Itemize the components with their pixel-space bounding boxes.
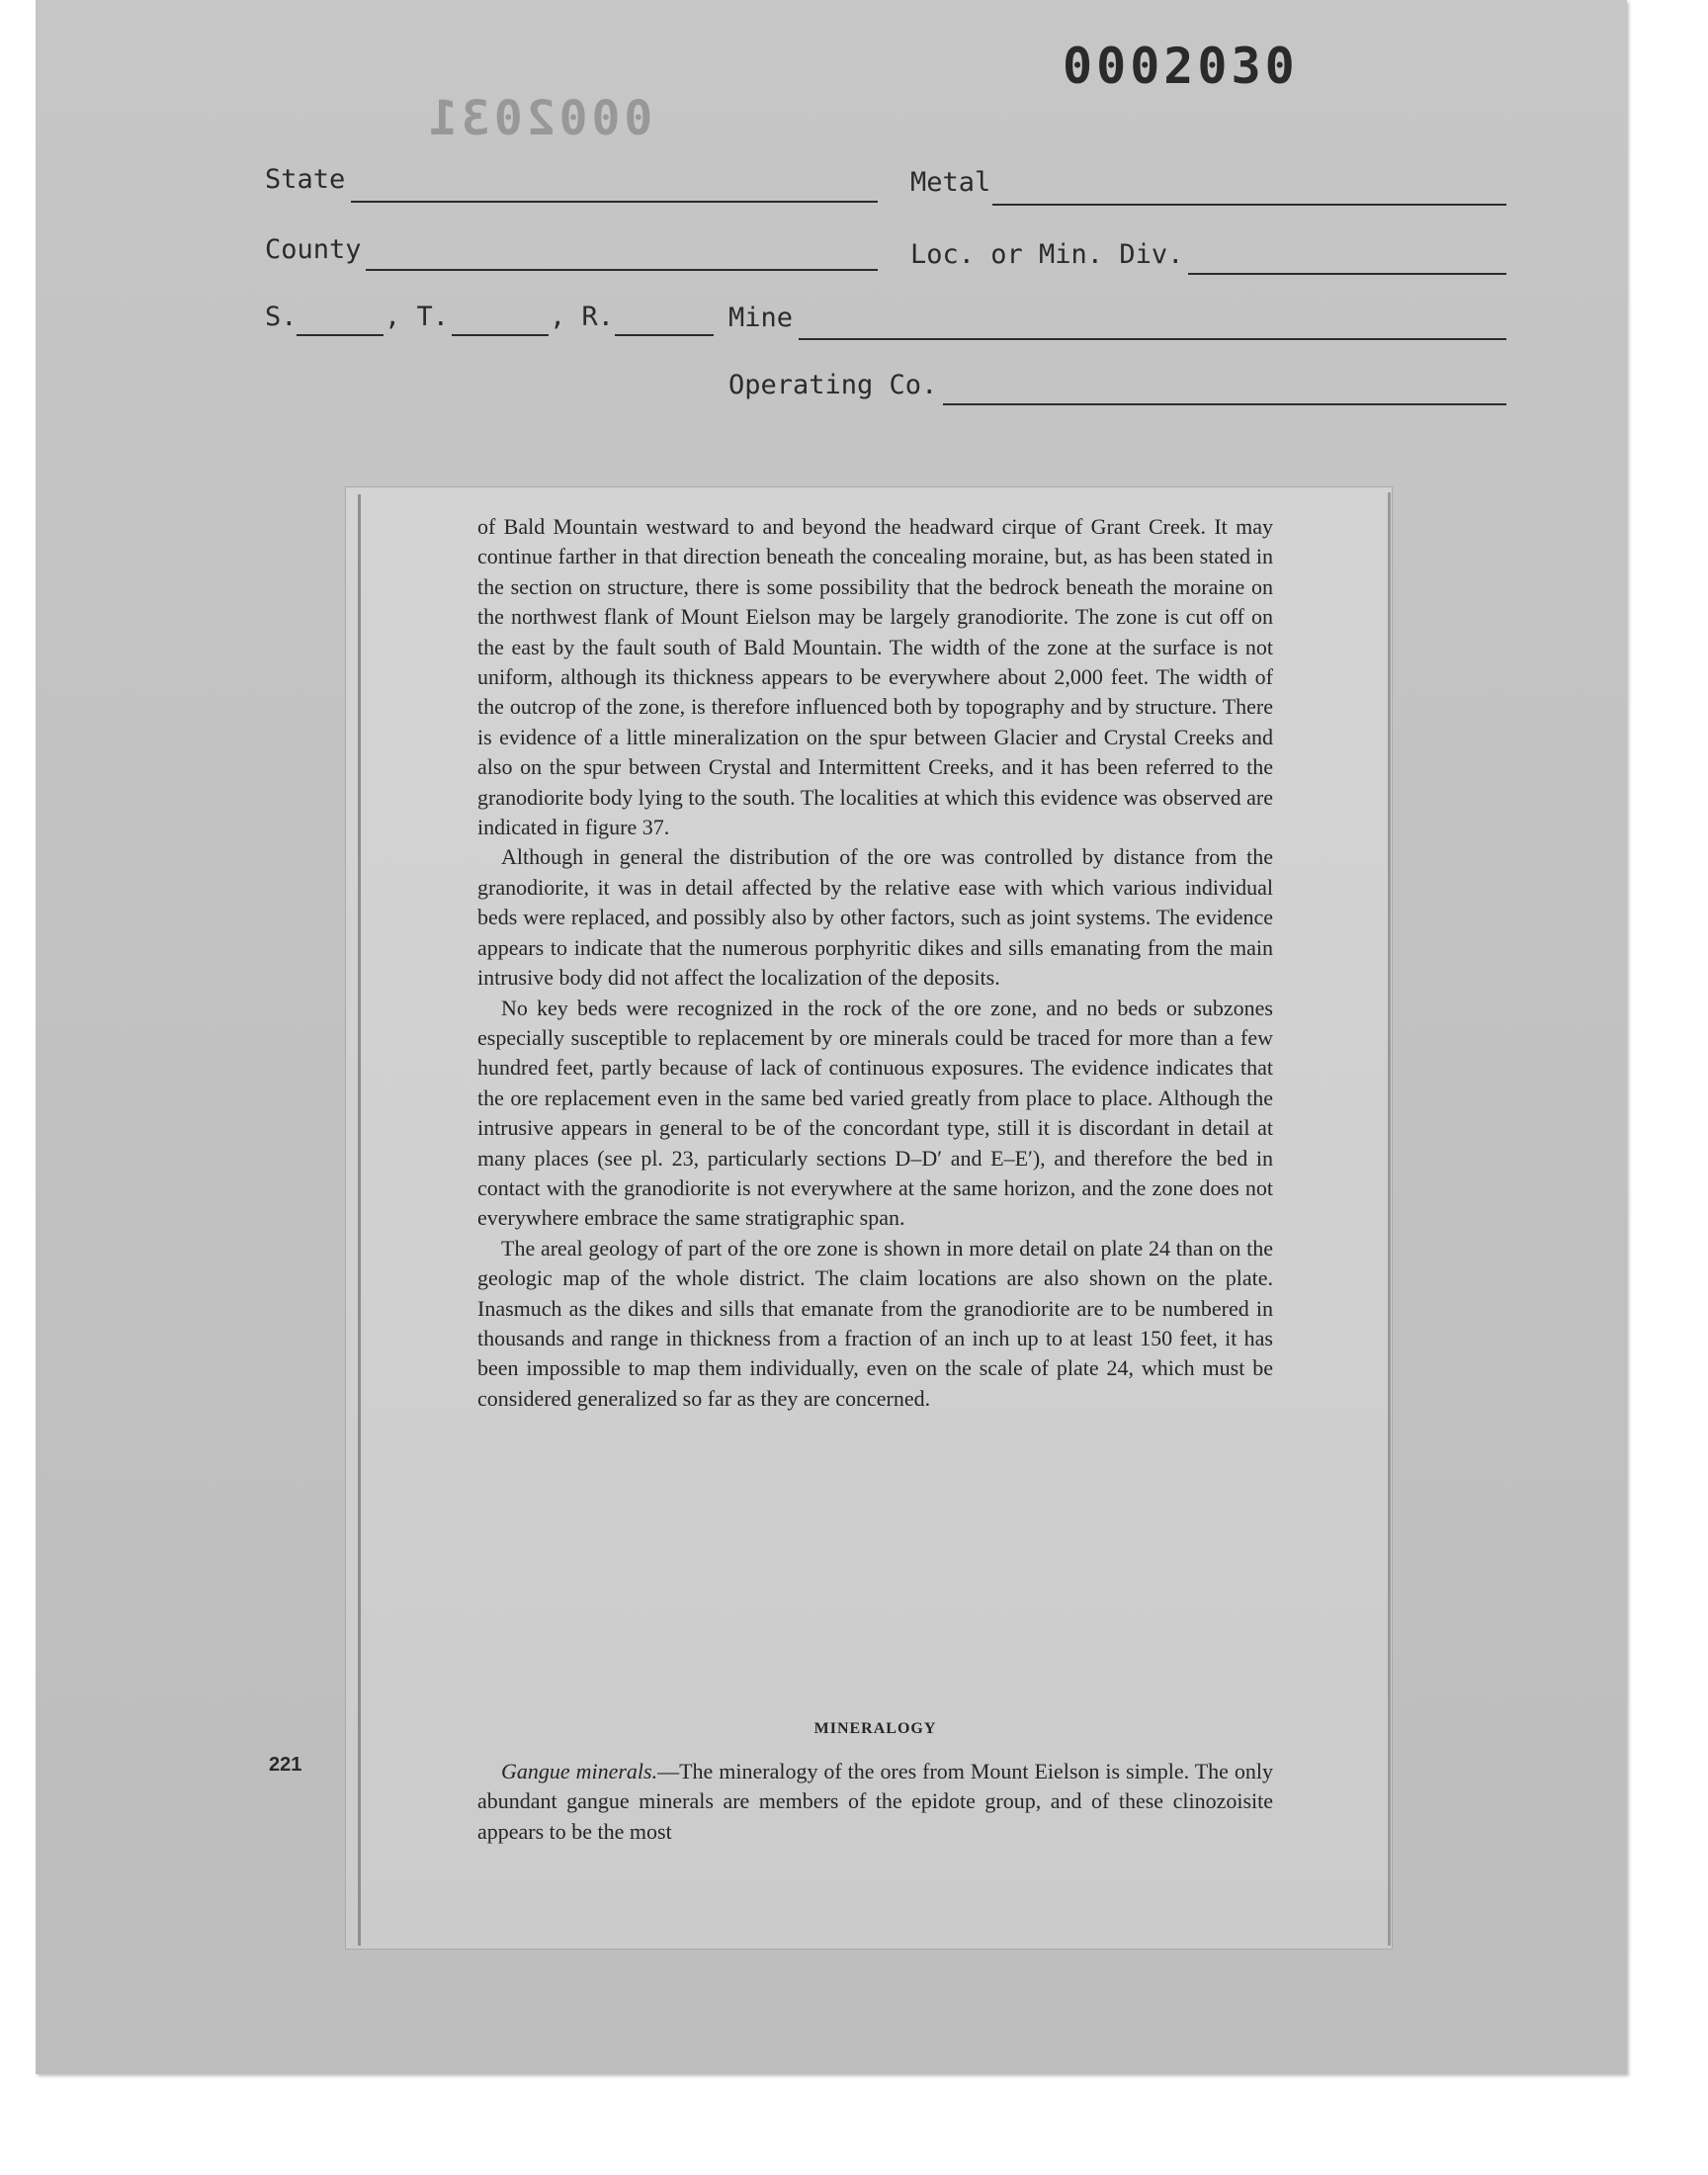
section-label: S.: [265, 302, 298, 332]
page-right-edge: [1388, 492, 1391, 1946]
section-heading: MINERALOGY: [813, 1720, 937, 1737]
section-field[interactable]: [297, 334, 384, 336]
loc-label: Loc. or Min. Div.: [910, 239, 1184, 270]
range-label: , R.: [550, 302, 615, 332]
operating-co-label: Operating Co.: [728, 370, 938, 400]
state-field[interactable]: [351, 201, 878, 203]
metal-field[interactable]: [992, 204, 1506, 206]
mine-label: Mine: [728, 303, 794, 333]
township-field[interactable]: [452, 334, 549, 336]
paragraph: No key beds were recognized in the rock of the ore zone, and no beds or subzones especially susceptible to replacement by ore minerals could be traced for more than a few hundred feet, partly because of lack of continuous exposures. The evidence indicates that the ore replacement even in the same bed varied greatly from place to place. Although the intrusive appears in general to be of the concordant type, still it is discordant in detail at many places (see pl. 23, particularly sections D–D′ and E–E′), and therefore the bed in contact with the granodiorite is not everywhere at the same horizon, and the zone does not everywhere embrace the same stratigraphic span.: [477, 995, 1273, 1231]
page-body-text: [477, 512, 1273, 1414]
township-label: , T.: [384, 302, 450, 332]
mine-field[interactable]: [799, 338, 1506, 340]
mirrored-stamp-bleed: 0002031: [425, 91, 653, 146]
document-number-stamp: 0002030: [1063, 38, 1299, 95]
range-field[interactable]: [615, 334, 714, 336]
county-label: County: [265, 234, 362, 265]
metal-label: Metal: [910, 167, 991, 198]
operating-co-field[interactable]: [943, 403, 1506, 405]
page-binding-edge: [358, 494, 361, 1946]
paragraph: of Bald Mountain westward to and beyond the headward cirque of Grant Creek. It may continue farther in that direction beneath the concealing moraine, but, as has been stated in the section on structure, there is some possibility that the bedrock beneath the moraine on the northwest flank of Mount Eielson may be largely granodiorite. The zone is cut off on the east by the fault south of Bald Mountain. The width of the zone at the surface is not uniform, although its thickness appears to be everywhere about 2,000 feet. The width of the outcrop of the zone, is therefore influenced both by topography and by structure. There is evidence of a little mineralization on the spur between Glacier and Crystal Creeks and also on the spur between Crystal and Intermittent Creeks, and it has been referred to the granodiorite body lying to the south. The localities at which this evidence was observed are indicated in figure 37.: [477, 514, 1273, 840]
paragraph: Although in general the distribution of the ore was controlled by distance from the granodiorite, it was in detail affected by the relative ease with which various individual beds were replaced, and possibly also by other factors, such as joint systems. The evidence appears to indicate that the numerous porphyritic dikes and sills emanating from the main intrusive body did not affect the localization of the deposits.: [477, 844, 1273, 991]
page-number: 221: [269, 1754, 302, 1776]
state-label: State: [265, 164, 346, 195]
gangue-lead: Gangue minerals.: [501, 1759, 658, 1784]
loc-field[interactable]: [1188, 273, 1506, 275]
paragraph: The areal geology of part of the ore zone is shown in more detail on plate 24 than on the geologic map of the whole district. The claim locations are also shown on the plate. Inasmuch as the dikes and sills that emanate from the granodiorite are to be numbered in thousands and range in thickness from a fraction of an inch up to at least 150 feet, it has been impossible to map them individually, even on the scale of plate 24, which must be considered generalized so far as they are concerned.: [477, 1235, 1273, 1411]
gangue-paragraph: [477, 1757, 1273, 1847]
county-field[interactable]: [366, 269, 878, 271]
gangue-text: —The mineralogy of the ores from Mount Eielson is simple. The only abundant gangue minerals are members of the epidote group, and of these clinozoisite appears to be the most: [477, 1759, 1273, 1844]
